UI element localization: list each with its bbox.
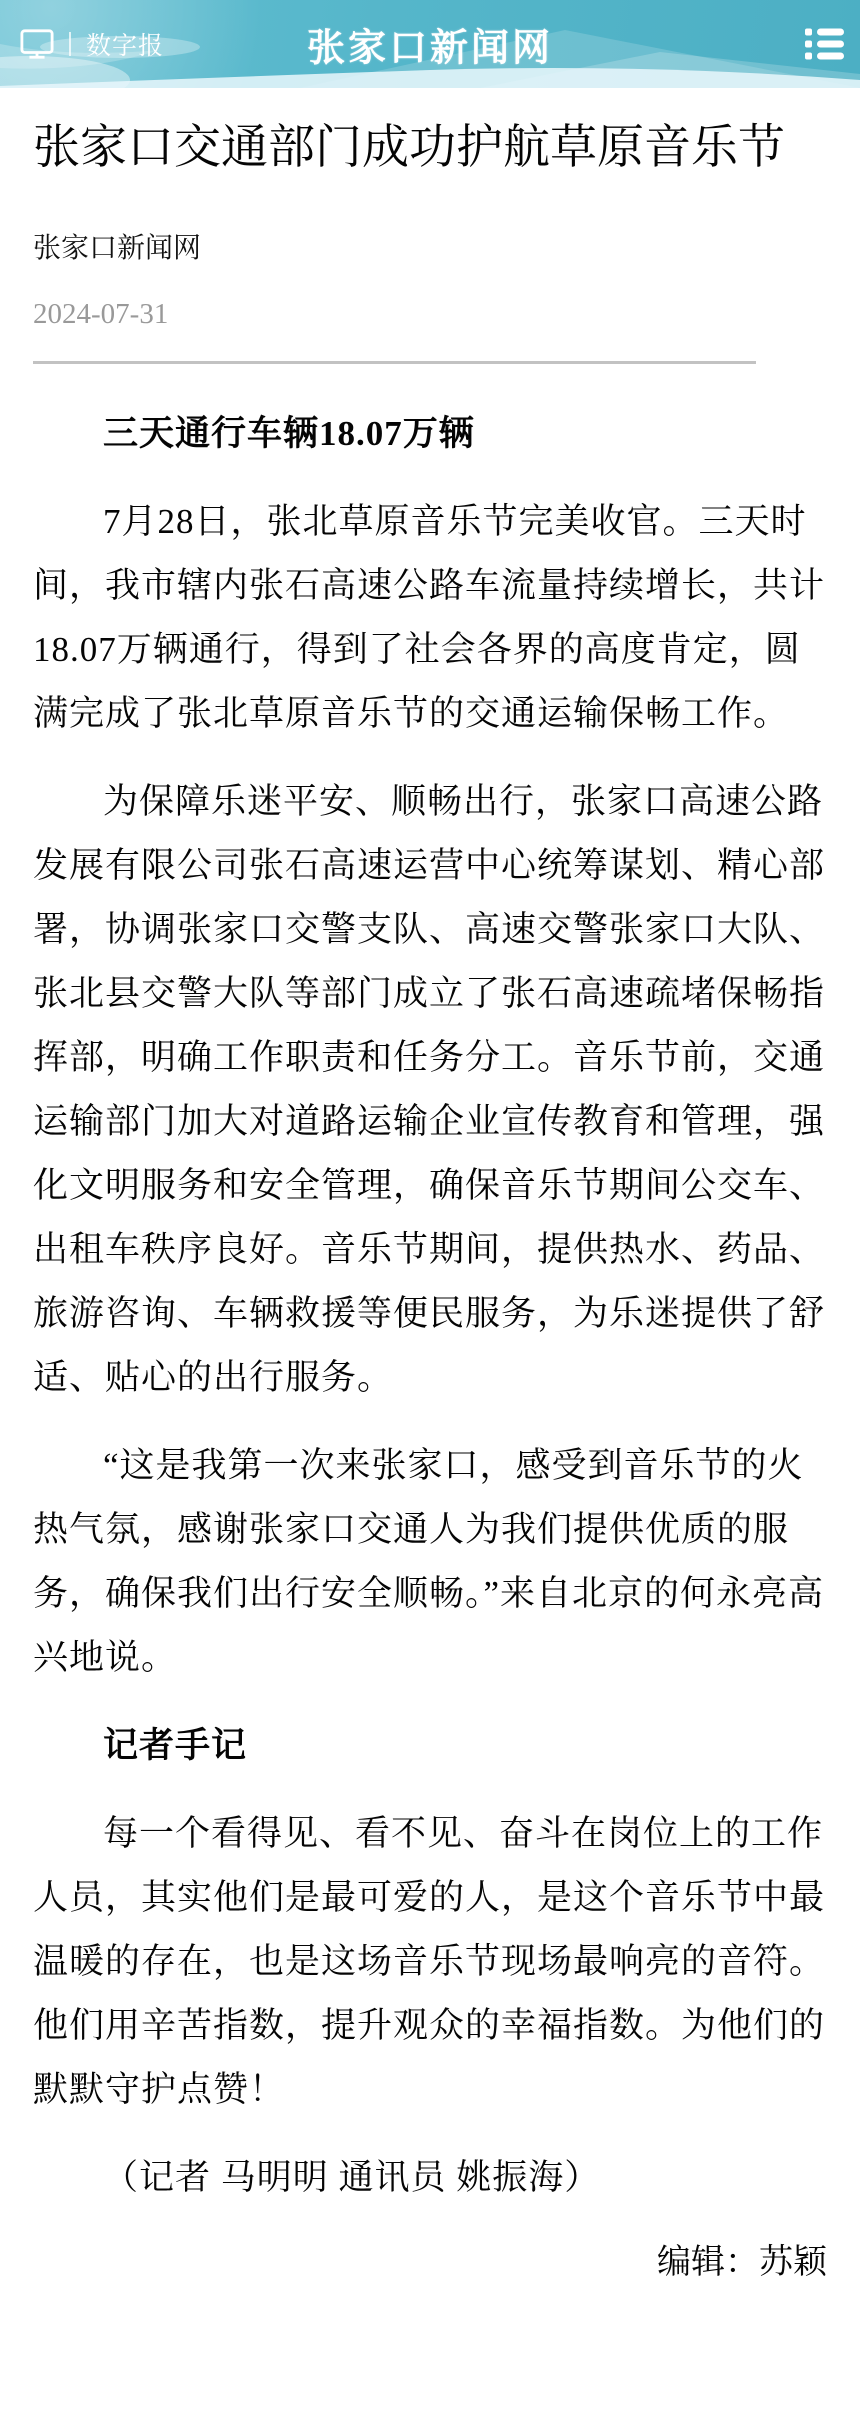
site-logo[interactable]: 张家口新闻网 — [306, 27, 554, 70]
header-vertical-divider — [69, 32, 71, 56]
article-title: 张家口交通部门成功护航草原音乐节 — [33, 120, 785, 173]
menu-bar — [817, 41, 844, 48]
menu-list-icon[interactable] — [805, 29, 844, 60]
header-inner — [0, 0, 860, 88]
menu-row — [805, 29, 844, 36]
editor-credit: 编辑：苏颖 — [657, 2244, 827, 2281]
content-divider — [33, 361, 756, 364]
article-paragraph: （记者 马明明 通讯员 姚振海） — [103, 2158, 601, 2197]
menu-row — [805, 41, 844, 48]
article-source: 张家口新闻网 — [33, 232, 202, 263]
site-header — [0, 0, 860, 88]
menu-bar — [817, 53, 844, 60]
menu-dot — [805, 53, 812, 60]
menu-row — [805, 53, 844, 60]
article-subheading: 三天通行车辆18.07万辆 — [103, 414, 475, 453]
digital-paper-label[interactable]: 数字报 — [86, 32, 165, 60]
article-paragraphs — [33, 402, 827, 2210]
article-paragraph: 为保障乐迷平安、顺畅出行，张家口高速公路发展有限公司张石高速运营中心统筹谋划、精心部署，协调张家口交警支队、高速交警张家口大队、张北县交警大队等部门成立了张石高速疏堵保畅指挥部，明确工作职责和任务分工。音乐节前，交通运输部门加大对道路运输企业宣传教育和管理，强化文明服务和安全管理，确保音乐节期间公交车、出租车秩序良好。音乐节期间，提供热水、药品、旅游咨询、车辆救援等便民服务，为乐迷提供了舒适、贴心的出行服务。 — [33, 782, 826, 1397]
article-paragraph: “这是我第一次来张家口，感受到音乐节的火热气氛，感谢张家口交通人为我们提供优质的服务，确保我们出行安全顺畅。”来自北京的何永亮高兴地说。 — [33, 1446, 825, 1677]
digital-paper-monitor-icon[interactable] — [20, 28, 54, 60]
article-date: 2024-07-31 — [33, 298, 169, 330]
article-subheading: 记者手记 — [103, 1726, 248, 1765]
article-content — [0, 112, 860, 2317]
article-paragraph: 每一个看得见、看不见、奋斗在岗位上的工作人员，其实他们是最可爱的人，是这个音乐节中最温暖的存在，也是这场音乐节现场最响亮的音符。他们用辛苦指数，提升观众的幸福指数。为他们的默默守护点赞！ — [33, 1814, 826, 2109]
header-left-group — [0, 26, 164, 62]
article-paragraph: 7月28日，张北草原音乐节完美收官。三天时间，我市辖内张石高速公路车流量持续增长，共计18.07万辆通行，得到了社会各界的高度肯定，圆满完成了张北草原音乐节的交通运输保畅工作。 — [33, 502, 826, 733]
menu-bar — [817, 29, 844, 36]
menu-dot — [805, 41, 812, 48]
menu-dot — [805, 29, 812, 36]
